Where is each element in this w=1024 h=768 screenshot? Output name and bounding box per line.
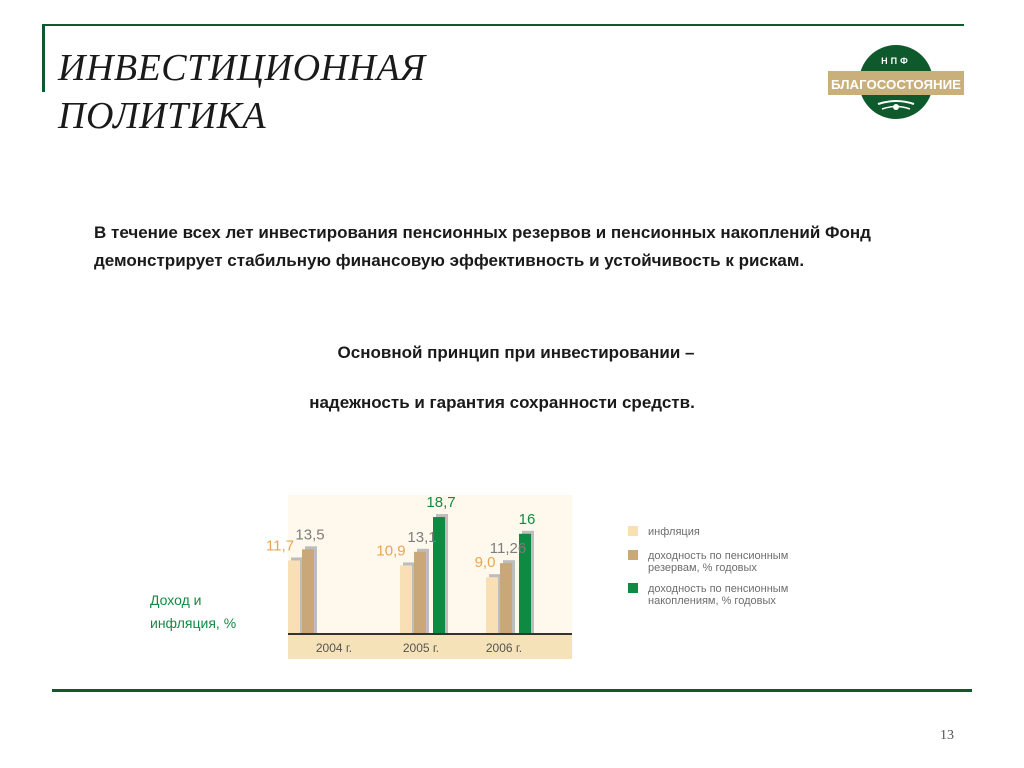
- legend-swatch: [628, 526, 638, 536]
- x-tick-label: 2006 г.: [485, 641, 523, 655]
- data-label: 13,1: [407, 528, 437, 546]
- legend-label: накоплениям, % годовых: [648, 595, 776, 607]
- title-line-2: ПОЛИТИКА: [58, 95, 267, 137]
- bottom-rule: [52, 689, 972, 692]
- data-label: 11,26: [489, 540, 527, 558]
- returns-chart: [140, 455, 840, 670]
- bar: [500, 563, 512, 633]
- legend-label: инфляция: [648, 526, 700, 538]
- x-axis-line: [288, 633, 572, 635]
- chart-x-axis: [288, 633, 572, 659]
- data-label: 11,7: [265, 537, 295, 555]
- data-label: 16: [518, 510, 536, 528]
- title-line-1: ИНВЕСТИЦИОННАЯ: [58, 47, 426, 89]
- bar: [302, 549, 314, 633]
- data-label: 9,0: [474, 554, 496, 572]
- legend-label: доходность по пенсионным: [648, 583, 789, 595]
- x-tick-label: 2004 г.: [315, 641, 353, 655]
- legend-label: резервам, % годовых: [648, 562, 757, 574]
- ylabel-line: инфляция, %: [150, 615, 237, 631]
- logo-top-text: НПФ: [881, 56, 911, 66]
- bar: [486, 577, 498, 633]
- legend-swatch: [628, 583, 638, 593]
- npf-logo: [826, 44, 966, 120]
- bar: [400, 565, 412, 633]
- page-number: 13: [940, 728, 954, 743]
- top-rule: [42, 24, 964, 26]
- logo-name: БЛАГОСОСТОЯНИЕ: [831, 77, 962, 92]
- bar: [414, 552, 426, 633]
- bar: [288, 560, 300, 633]
- data-label: 18,7: [426, 494, 456, 512]
- legend-label: доходность по пенсионным: [648, 550, 789, 562]
- left-rule: [42, 24, 45, 92]
- slide-title: [58, 44, 426, 140]
- data-label: 10,9: [376, 542, 406, 560]
- principle-line-2: надежность и гарантия сохранности средств.: [309, 393, 695, 412]
- chart-legend: [628, 526, 788, 607]
- chart-ylabel: [150, 592, 236, 631]
- x-tick-label: 2005 г.: [402, 641, 440, 655]
- principle-line-1: Основной принцип при инвестировании –: [337, 343, 695, 362]
- ylabel-line: Доход и: [150, 592, 202, 608]
- intro-text: В течение всех лет инвестирования пенсионных резервов и пенсионных накоплений Фонд демонстрирует стабильную финансовую эффективность и устойчивость к рискам.: [94, 223, 871, 270]
- data-label: 13,5: [295, 526, 325, 544]
- legend-swatch: [628, 550, 638, 560]
